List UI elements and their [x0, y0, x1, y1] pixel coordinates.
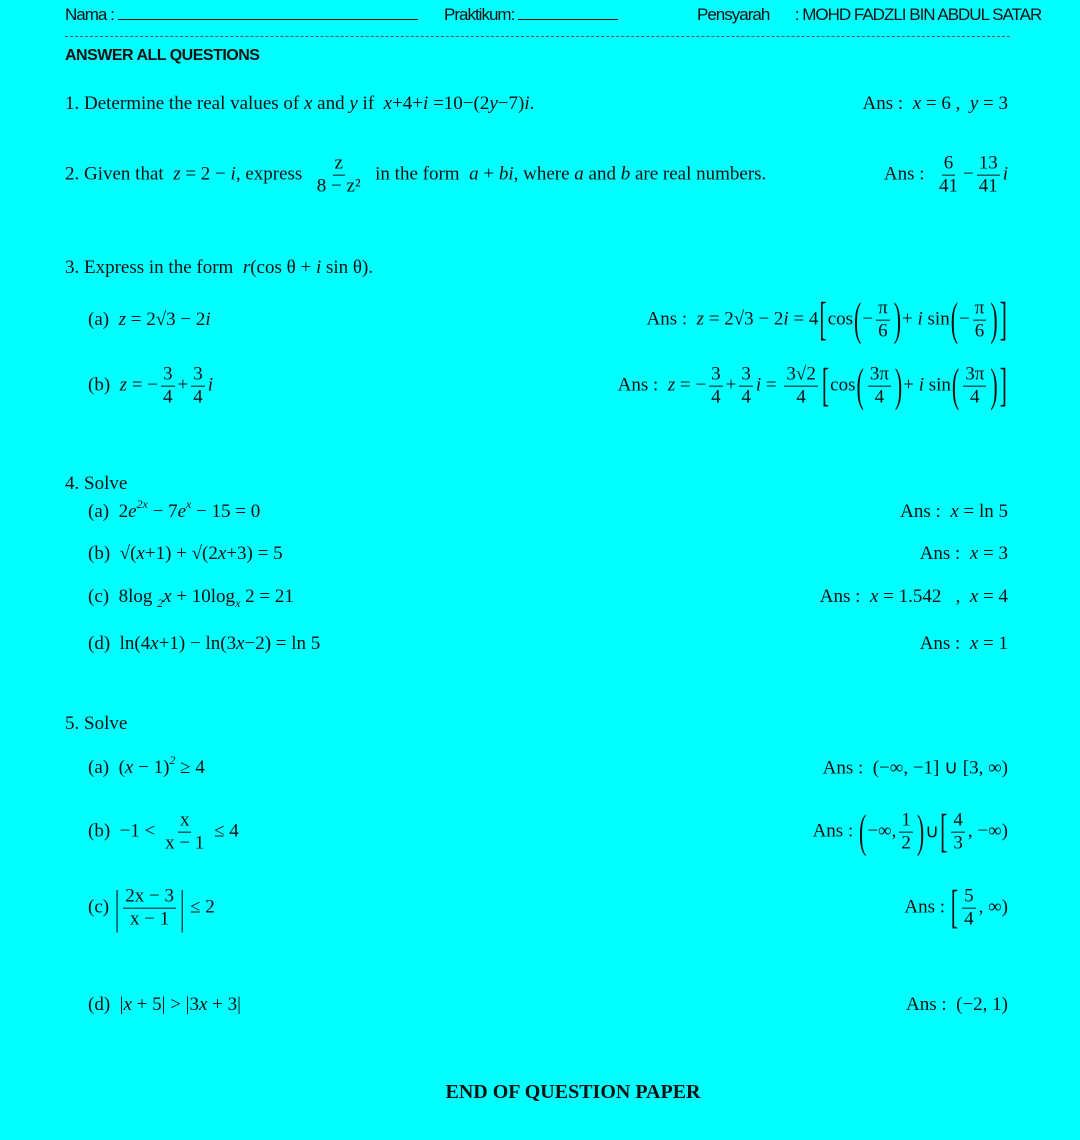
- math-variable: a: [574, 164, 584, 185]
- math-fraction: [977, 153, 1000, 198]
- math-variable: x: [950, 501, 959, 522]
- math-variable: bi: [498, 164, 514, 185]
- math-variable: x: [969, 586, 979, 607]
- math-fraction: [962, 886, 976, 931]
- fraction-numerator: π: [974, 297, 985, 319]
- math-text: = 1.542 ,: [878, 586, 970, 607]
- question-text: [88, 364, 213, 409]
- math-bracket: ): [893, 292, 902, 346]
- answer-text: [820, 586, 1008, 608]
- math-text: = 6 ,: [921, 93, 970, 114]
- math-text: = 2√3 − 2: [126, 309, 206, 330]
- praktikum-label: Praktikum:: [444, 5, 515, 24]
- math-text: (c): [88, 897, 114, 918]
- math-variable: x: [869, 586, 879, 607]
- math-text: +: [177, 375, 189, 396]
- question-text: [88, 496, 261, 523]
- math-bracket: |: [179, 880, 185, 934]
- math-text: ∪: [925, 821, 940, 843]
- math-text: if: [357, 93, 384, 114]
- math-text: − 1): [133, 757, 170, 778]
- math-bracket: [: [940, 804, 948, 858]
- header-pensyarah: [697, 5, 1041, 25]
- math-variable: y: [349, 93, 358, 114]
- math-text: Ans : (−2, 1): [905, 994, 1008, 1015]
- math-text: (a) 2: [88, 501, 129, 522]
- math-text: (cos θ +: [250, 257, 316, 278]
- pensyarah-label: Pensyarah: [697, 5, 770, 24]
- math-variable: i: [423, 93, 429, 114]
- answer-text: [823, 757, 1008, 780]
- math-text: Ans :: [919, 543, 970, 564]
- math-text: Ans :: [646, 309, 697, 330]
- pensyarah-value: MOHD FADZLI BIN ABDUL SATAR: [802, 5, 1042, 24]
- math-text: −2) = ln 5: [244, 633, 321, 654]
- fraction-denominator: x − 1: [130, 908, 170, 930]
- math-text: + 3|: [207, 994, 241, 1015]
- math-variable: i: [1002, 164, 1008, 185]
- math-text: (a) (: [88, 757, 125, 778]
- math-text: +: [725, 375, 737, 396]
- question-text: [88, 543, 283, 565]
- math-text: sin: [922, 309, 950, 330]
- question-text: [88, 810, 239, 855]
- math-text: , ∞): [978, 897, 1008, 918]
- math-text: + 10log: [171, 586, 236, 607]
- end-of-paper: END OF QUESTION PAPER: [445, 1081, 701, 1103]
- math-text: = 2√3 − 2: [704, 309, 784, 330]
- math-fraction: [973, 298, 987, 343]
- math-text: Ans :: [883, 164, 934, 185]
- math-bracket: ]: [999, 358, 1007, 412]
- math-fraction: [123, 886, 176, 931]
- math-variable: i: [917, 309, 923, 330]
- question-text: [88, 752, 205, 779]
- answer-text: [904, 880, 1008, 934]
- math-variable: r: [242, 257, 251, 278]
- math-text: −: [959, 309, 970, 330]
- question-text: [65, 713, 127, 735]
- math-variable: z: [667, 375, 676, 396]
- math-text: (b): [88, 375, 120, 396]
- math-text: (d) |: [88, 994, 124, 1015]
- math-bracket: ]: [999, 292, 1007, 346]
- math-variable: z: [119, 375, 128, 396]
- math-variable: x: [217, 543, 227, 564]
- question-text: [65, 93, 534, 115]
- question-text: [88, 586, 294, 608]
- math-text: = ln 5: [958, 501, 1008, 522]
- math-text: , express: [235, 164, 312, 185]
- math-text: .: [529, 93, 535, 114]
- math-text: +: [902, 309, 918, 330]
- math-text: sin: [923, 375, 951, 396]
- math-text: 5. Solve: [65, 713, 128, 734]
- instruction: ANSWER ALL QUESTIONS: [65, 47, 260, 64]
- math-text: Ans :: [862, 93, 913, 114]
- answer-text: [906, 994, 1008, 1016]
- answer-text: [900, 501, 1008, 523]
- fraction-numerator: 3√2: [786, 363, 816, 385]
- math-text: (d) ln(4: [88, 633, 151, 654]
- math-variable: x: [124, 757, 134, 778]
- math-variable: x: [383, 93, 393, 114]
- math-variable: e: [177, 501, 187, 522]
- math-bracket: ): [894, 358, 903, 412]
- math-superscript: 2x: [136, 496, 148, 511]
- math-text: =: [761, 375, 782, 396]
- math-bracket: [: [950, 880, 959, 934]
- math-fraction: [937, 153, 960, 198]
- math-bracket: |: [114, 880, 120, 934]
- answer-text: [863, 93, 1008, 115]
- math-text: + 5| > |3: [131, 994, 199, 1015]
- pensyarah-separator: :: [794, 5, 799, 24]
- math-bracket: [: [819, 292, 827, 346]
- answer-text: [920, 543, 1008, 565]
- header-praktikum: [444, 5, 618, 25]
- math-variable: z: [118, 309, 126, 330]
- math-text: +1) − ln(3: [158, 633, 237, 654]
- fraction-numerator: 13: [978, 152, 998, 174]
- math-text: +: [478, 164, 499, 185]
- question-text: [88, 309, 211, 331]
- answer-text: [617, 358, 1008, 412]
- fraction-numerator: 5: [964, 885, 974, 907]
- math-bracket: (: [856, 358, 864, 412]
- math-text: +4+: [392, 93, 424, 114]
- fraction-denominator: 2: [901, 832, 911, 854]
- header-name: [65, 5, 418, 25]
- math-text: +3) = 5: [226, 543, 283, 564]
- math-text: 2. Given that: [65, 164, 174, 185]
- praktikum-field[interactable]: [518, 19, 618, 20]
- math-text: (b) −1 <: [88, 821, 161, 842]
- fraction-numerator: 3: [741, 363, 751, 385]
- question-text: [65, 257, 373, 279]
- math-variable: x: [969, 543, 979, 564]
- math-bracket: (: [950, 292, 959, 346]
- math-variable: y: [489, 93, 498, 114]
- math-text: cos: [830, 375, 856, 396]
- question-text: [65, 153, 766, 198]
- math-text: 2 = 21: [240, 586, 294, 607]
- math-subscript: 2: [157, 595, 164, 610]
- fraction-numerator: 3π: [869, 363, 889, 385]
- math-text: −: [963, 164, 974, 185]
- fraction-numerator: 6: [943, 152, 954, 174]
- math-bracket: (: [854, 292, 862, 346]
- math-text: , where: [513, 164, 575, 185]
- fraction-denominator: 4: [163, 386, 173, 408]
- math-text: (a): [88, 309, 119, 330]
- math-variable: z: [173, 164, 181, 185]
- math-variable: x: [303, 93, 313, 114]
- fraction-denominator: 4: [970, 386, 980, 408]
- math-text: = 1: [978, 633, 1008, 654]
- fraction-numerator: 3: [193, 363, 203, 385]
- fraction-numerator: 1: [901, 809, 911, 831]
- math-text: = 2 −: [180, 164, 231, 185]
- math-text: − 15 = 0: [191, 501, 261, 522]
- math-text: Ans :: [904, 897, 950, 918]
- fraction-denominator: x − 1: [165, 832, 205, 854]
- math-text: ≥ 4: [175, 757, 205, 778]
- math-text: and: [312, 93, 350, 114]
- math-text: and: [583, 164, 621, 185]
- fraction-denominator: 41: [939, 175, 958, 197]
- math-text: ≤ 2: [185, 897, 215, 918]
- math-text: = 3: [978, 543, 1008, 564]
- math-bracket: (: [858, 804, 867, 858]
- math-text: Ans :: [819, 586, 870, 607]
- math-text: +1) + √(2: [144, 543, 218, 564]
- question-text: [88, 994, 241, 1016]
- math-text: Ans :: [900, 501, 951, 522]
- math-text: 4. Solve: [65, 473, 128, 494]
- math-text: (c) 8log: [88, 586, 158, 607]
- math-text: ≤ 4: [209, 821, 239, 842]
- question-text: [88, 880, 215, 934]
- math-fraction: [709, 364, 723, 409]
- math-text: +: [903, 375, 919, 396]
- fraction-denominator: 6: [974, 320, 985, 342]
- fraction-numerator: z: [334, 152, 343, 174]
- math-variable: a: [469, 164, 479, 185]
- math-variable: x: [163, 586, 172, 607]
- fraction-denominator: 8 − z²: [316, 175, 361, 197]
- math-text: = 4: [978, 586, 1008, 607]
- math-text: = 4: [788, 309, 819, 330]
- fraction-numerator: x: [179, 809, 190, 831]
- math-fraction: [163, 810, 206, 855]
- math-fraction: [161, 364, 175, 409]
- fraction-numerator: 2x − 3: [125, 885, 174, 907]
- math-fraction: [951, 810, 965, 855]
- math-variable: i: [205, 309, 211, 330]
- answer-text: [884, 153, 1008, 198]
- fraction-denominator: 4: [964, 908, 974, 930]
- math-text: Ans : (−∞, −1] ∪ [3, ∞): [822, 757, 1008, 779]
- math-bracket: ): [990, 358, 998, 412]
- fraction-denominator: 4: [796, 386, 806, 408]
- math-subscript: x: [235, 595, 241, 610]
- math-variable: i: [755, 375, 762, 396]
- math-fraction: [191, 364, 205, 409]
- answer-text: [920, 633, 1008, 655]
- math-text: in the form: [365, 164, 470, 185]
- math-variable: i: [783, 309, 789, 330]
- fraction-denominator: 4: [193, 386, 203, 408]
- math-text: (b) √(: [88, 543, 137, 564]
- math-variable: x: [123, 994, 132, 1015]
- math-text: −7): [497, 93, 525, 114]
- math-fraction: [868, 364, 891, 409]
- math-text: , −∞): [967, 821, 1008, 842]
- fraction-denominator: 4: [711, 386, 721, 408]
- math-text: −∞,: [867, 821, 897, 842]
- math-text: Ans :: [617, 375, 668, 396]
- math-variable: e: [128, 501, 137, 522]
- math-text: sin θ).: [321, 257, 374, 278]
- math-fraction: [899, 810, 913, 855]
- math-text: 3. Express in the form: [65, 257, 243, 278]
- math-text: = −: [675, 375, 707, 396]
- fraction-denominator: 6: [878, 320, 888, 342]
- name-label: Nama :: [65, 5, 114, 24]
- question-text: [88, 633, 320, 655]
- math-variable: z: [696, 309, 705, 330]
- math-variable: i: [315, 257, 322, 278]
- math-bracket: ): [916, 804, 925, 858]
- fraction-numerator: 3: [711, 363, 721, 385]
- fraction-denominator: 3: [953, 832, 963, 854]
- math-text: =10−(2: [428, 93, 490, 114]
- math-variable: y: [969, 93, 979, 114]
- math-fraction: [315, 153, 363, 198]
- math-fraction: [739, 364, 753, 409]
- math-bracket: [: [821, 358, 830, 412]
- math-variable: i: [918, 375, 924, 396]
- fraction-denominator: 4: [741, 386, 751, 408]
- math-variable: b: [620, 164, 631, 185]
- math-fraction: [963, 364, 986, 409]
- math-text: −: [862, 309, 874, 330]
- math-text: = 3: [978, 93, 1008, 114]
- fraction-numerator: 3: [163, 363, 173, 385]
- fraction-numerator: 3π: [965, 363, 985, 385]
- math-text: Ans :: [812, 821, 858, 842]
- math-text: Ans :: [919, 633, 970, 654]
- fraction-numerator: π: [878, 297, 888, 319]
- question-text: [65, 473, 127, 495]
- math-fraction: [876, 298, 890, 343]
- math-variable: x: [969, 633, 979, 654]
- math-bracket: (: [951, 358, 960, 412]
- fraction-denominator: 41: [978, 175, 998, 197]
- math-fraction: [784, 364, 817, 409]
- math-superscript: 2: [169, 752, 176, 767]
- name-field[interactable]: [118, 19, 418, 20]
- answer-text: [812, 804, 1008, 858]
- math-variable: x: [136, 543, 145, 564]
- math-text: 1. Determine the real values of: [65, 93, 304, 114]
- answer-text: [646, 292, 1008, 346]
- header-divider: [65, 36, 1010, 37]
- math-variable: x: [236, 633, 245, 654]
- math-text: are real numbers.: [630, 164, 767, 185]
- math-bracket: ): [990, 292, 998, 346]
- math-variable: i: [230, 164, 236, 185]
- fraction-denominator: 4: [874, 386, 885, 408]
- math-text: cos: [827, 309, 854, 330]
- math-variable: i: [524, 93, 530, 114]
- math-variable: i: [207, 375, 213, 396]
- fraction-numerator: 4: [953, 809, 963, 831]
- math-superscript: x: [186, 496, 192, 511]
- math-variable: x: [150, 633, 159, 654]
- math-text: = −: [127, 375, 158, 396]
- math-variable: x: [912, 93, 922, 114]
- math-variable: x: [198, 994, 208, 1015]
- math-text: − 7: [147, 501, 178, 522]
